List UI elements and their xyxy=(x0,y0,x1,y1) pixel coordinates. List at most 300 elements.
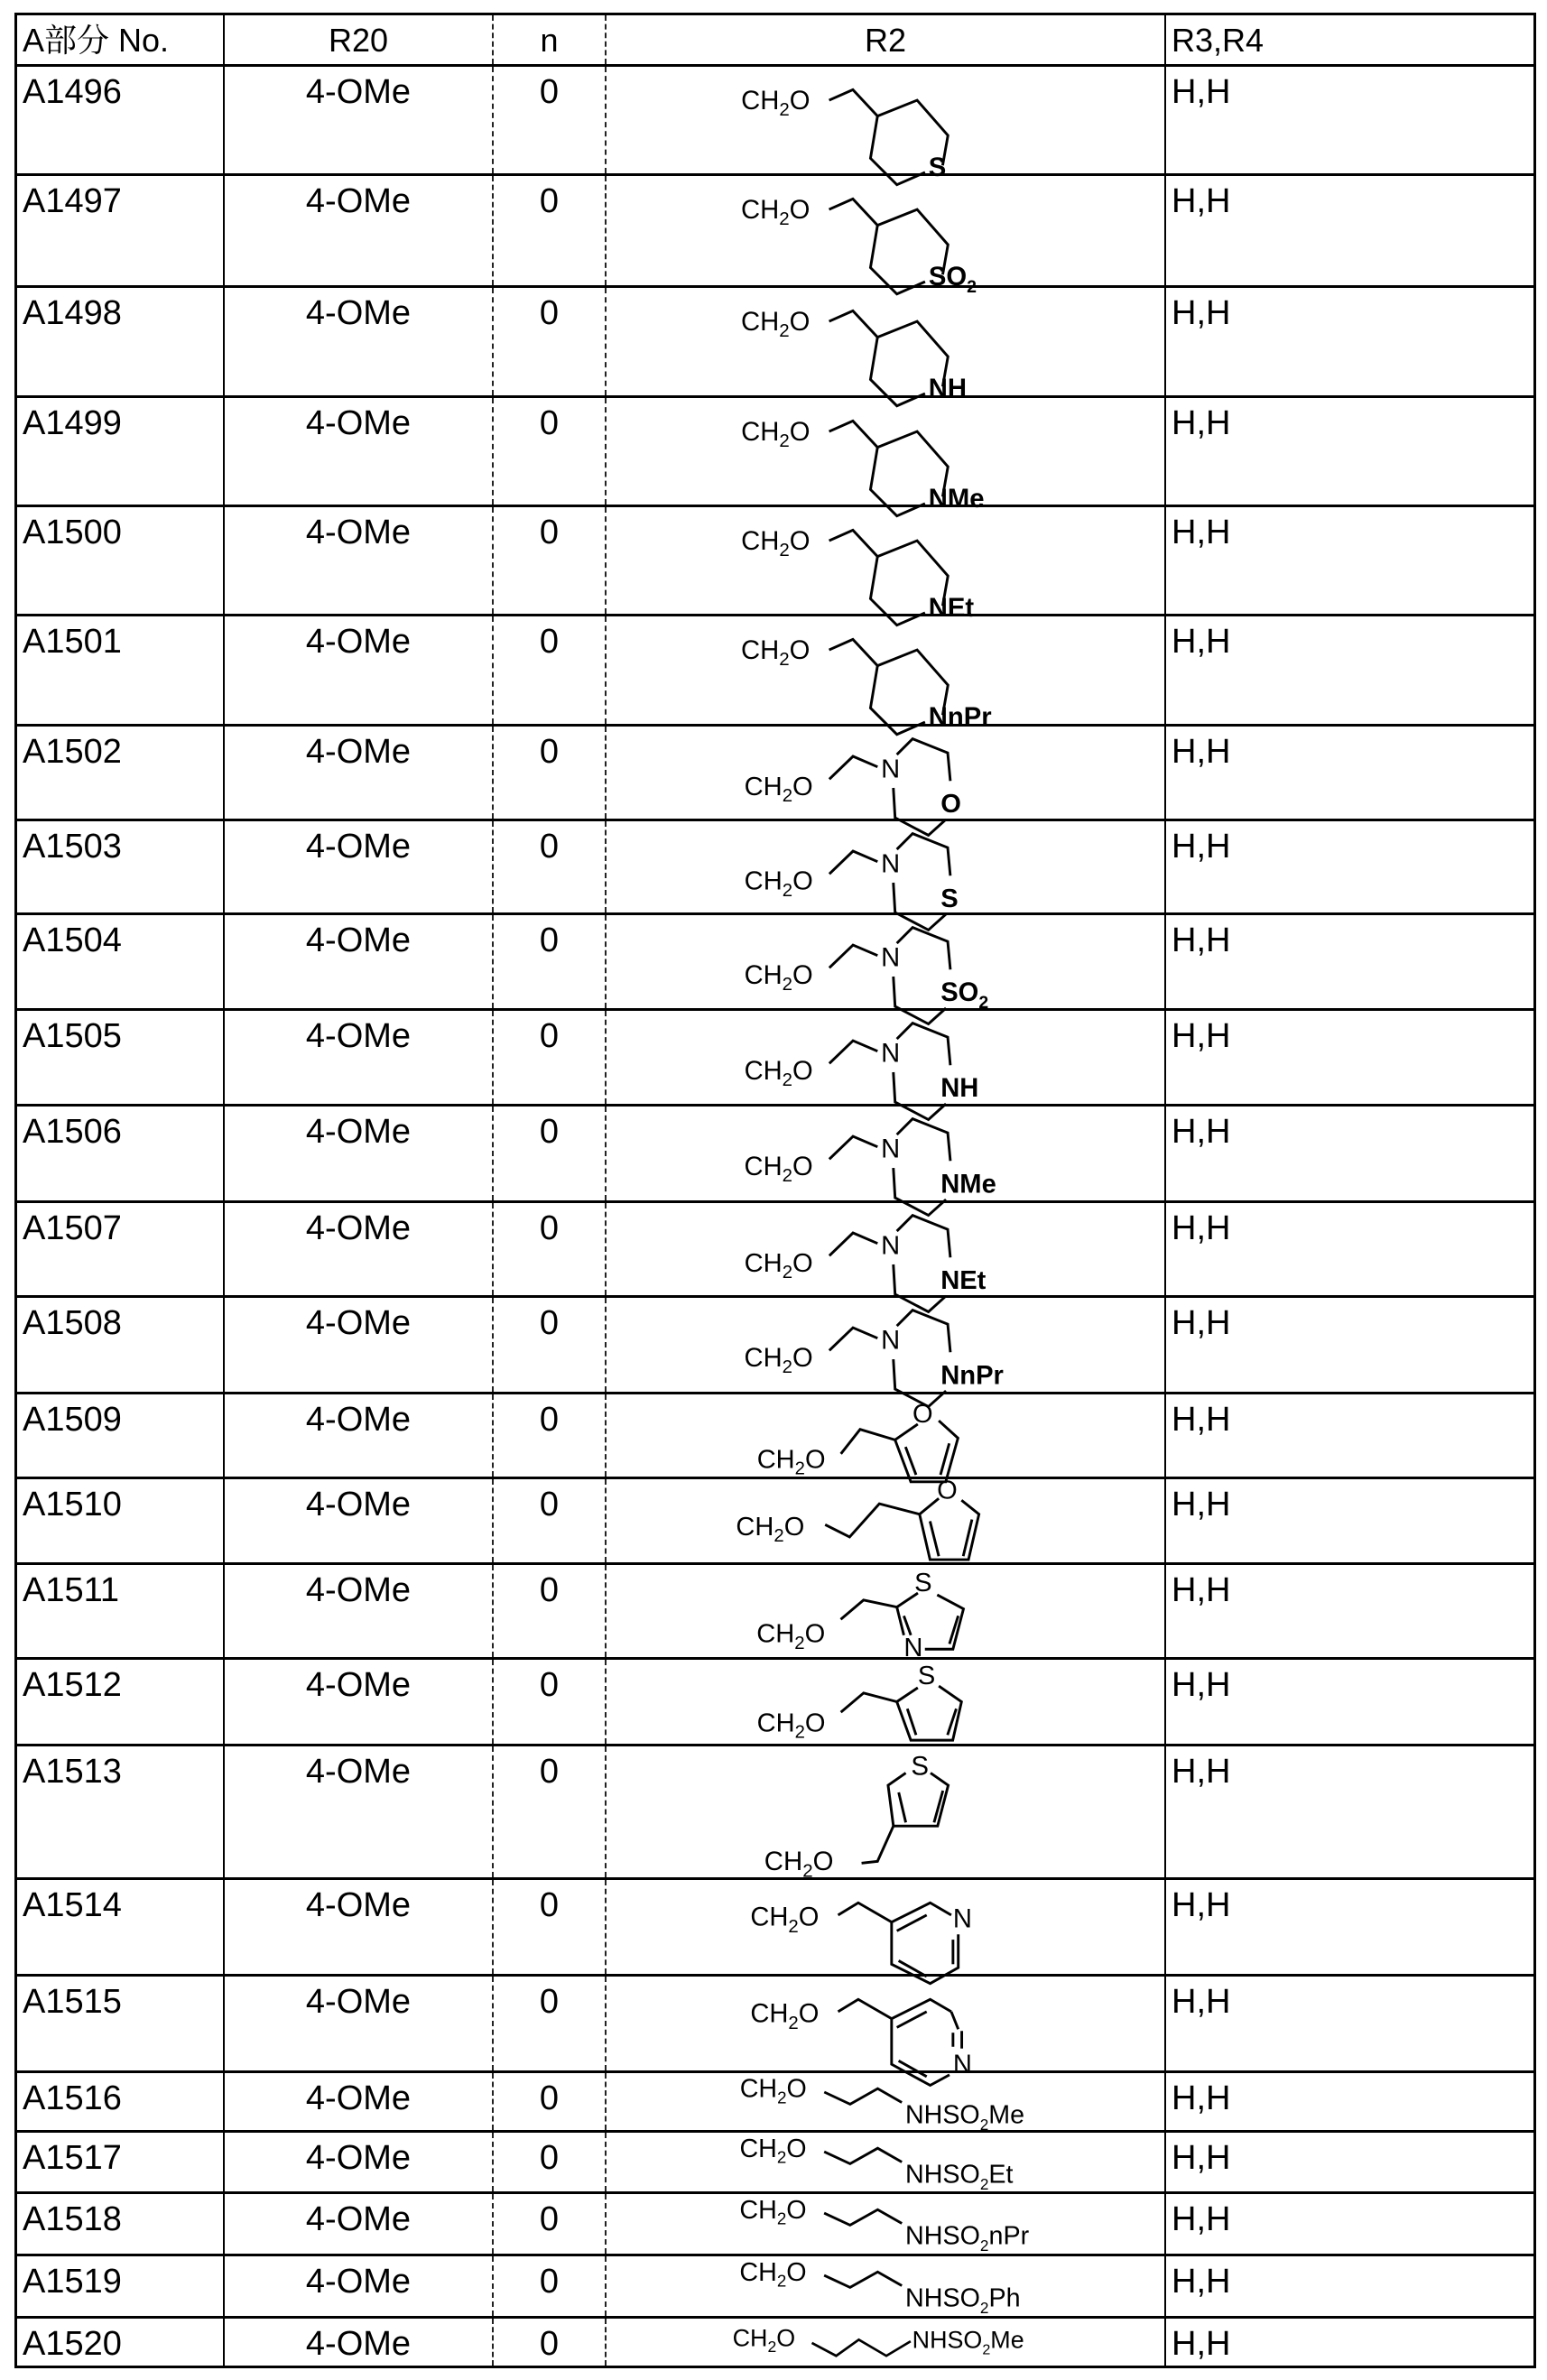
r20-value: 4-OMe xyxy=(305,1304,412,1342)
cell-r2 xyxy=(605,1203,1164,1295)
cell-n xyxy=(492,1565,605,1657)
r20-value: 4-OMe xyxy=(305,2139,412,2177)
table-row xyxy=(14,285,1536,403)
cell-r2 xyxy=(605,507,1164,623)
n-value: 0 xyxy=(539,828,560,866)
compound-number: A1499 xyxy=(23,404,122,442)
cell-no xyxy=(14,727,223,819)
svg-text:NEt: NEt xyxy=(928,593,975,623)
cell-n xyxy=(492,1977,605,2070)
cell-r3r4 xyxy=(1164,915,1536,1008)
n-value: 0 xyxy=(539,2139,560,2177)
cell-r20 xyxy=(223,176,492,285)
cell-no xyxy=(14,398,223,505)
r3r4-value: H,H xyxy=(1172,182,1231,220)
cell-r20 xyxy=(223,1660,492,1744)
cell-r2 xyxy=(605,1107,1164,1200)
compound-number: A1520 xyxy=(23,2325,122,2363)
r20-value: 4-OMe xyxy=(305,1886,412,1924)
compound-number: A1518 xyxy=(23,2200,122,2238)
r20-value: 4-OMe xyxy=(305,182,412,220)
svg-text:CH2O: $CH_2O$ xyxy=(744,866,813,902)
r20-value: 4-OMe xyxy=(305,1209,412,1247)
svg-text:NH: NH xyxy=(940,1074,979,1104)
table-row xyxy=(14,1008,1536,1104)
cell-r2 xyxy=(605,1011,1164,1104)
cell-r3r4 xyxy=(1164,1203,1536,1295)
header-r20-label: R20 xyxy=(328,22,389,59)
cell-no xyxy=(14,1977,223,2070)
svg-text:CH2O: $CH_2O$ xyxy=(739,2134,807,2167)
n-value: 0 xyxy=(539,294,560,332)
r3r4-value: H,H xyxy=(1172,2139,1231,2177)
cell-r3r4 xyxy=(1164,288,1536,395)
cell-r2 xyxy=(605,2194,1164,2254)
r3r4-value: H,H xyxy=(1172,1304,1231,1342)
n-value: 0 xyxy=(539,733,560,771)
cell-r2 xyxy=(605,2133,1164,2194)
r20-value: 4-OMe xyxy=(305,1401,412,1439)
r2-structure-drawing xyxy=(607,2256,1166,2316)
table-row xyxy=(14,1562,1536,1663)
r2-structure-drawing xyxy=(607,1011,1166,1104)
compound-number: A1508 xyxy=(23,1304,122,1342)
r2-structure-drawing xyxy=(607,1977,1166,2079)
cell-r2 xyxy=(605,398,1164,514)
r3r4-value: H,H xyxy=(1172,1017,1231,1055)
r3r4-value: H,H xyxy=(1172,1209,1231,1247)
svg-text:O: O xyxy=(912,1399,933,1429)
header-r20 xyxy=(223,15,492,64)
r2-structure-drawing xyxy=(607,1565,1166,1663)
cell-r20 xyxy=(223,398,492,505)
cell-no xyxy=(14,2319,223,2366)
r20-value: 4-OMe xyxy=(305,2200,412,2238)
cell-r2 xyxy=(605,1298,1164,1392)
cell-no xyxy=(14,1660,223,1744)
table-row xyxy=(14,2070,1536,2134)
header-no xyxy=(14,15,223,64)
svg-text:CH2O: $CH_2O$ xyxy=(741,417,811,452)
r2-structure-drawing xyxy=(607,1880,1166,1974)
cell-r3r4 xyxy=(1164,2194,1536,2254)
table-row xyxy=(14,2130,1536,2194)
r2-structure-drawing xyxy=(607,1746,1166,1882)
table-row xyxy=(14,2316,1536,2368)
compound-number: A1514 xyxy=(23,1886,122,1924)
table-row xyxy=(14,614,1536,732)
n-value: 0 xyxy=(539,1401,560,1439)
compound-number: A1505 xyxy=(23,1017,122,1055)
compound-number: A1510 xyxy=(23,1486,122,1523)
r2-structure-drawing xyxy=(607,1394,1166,1477)
cell-no xyxy=(14,67,223,173)
r2-structure-drawing xyxy=(607,616,1166,732)
cell-n xyxy=(492,1746,605,1877)
cell-r3r4 xyxy=(1164,821,1536,912)
cell-no xyxy=(14,1565,223,1657)
cell-n xyxy=(492,1660,605,1744)
compound-number: A1501 xyxy=(23,623,122,661)
header-n xyxy=(492,15,605,64)
svg-text:SO2: $SO_2$ xyxy=(928,263,977,297)
r2-structure-drawing xyxy=(607,288,1166,403)
cell-r20 xyxy=(223,1203,492,1295)
svg-text:CH2O: $CH_2O$ xyxy=(756,1709,826,1743)
n-value: 0 xyxy=(539,182,560,220)
cell-r20 xyxy=(223,2194,492,2254)
r20-value: 4-OMe xyxy=(305,1753,412,1791)
svg-text:N: N xyxy=(881,1134,901,1164)
r20-value: 4-OMe xyxy=(305,1017,412,1055)
cell-r20 xyxy=(223,507,492,614)
cell-no xyxy=(14,1880,223,1974)
cell-r3r4 xyxy=(1164,1977,1536,2070)
cell-r20 xyxy=(223,2319,492,2366)
svg-text:CH2O: $CH_2O$ xyxy=(739,2074,807,2107)
svg-text:SO2: $SO_2$ xyxy=(940,978,989,1013)
cell-r20 xyxy=(223,2133,492,2191)
n-value: 0 xyxy=(539,1017,560,1055)
header-r2-label: R2 xyxy=(864,22,907,59)
r20-value: 4-OMe xyxy=(305,294,412,332)
cell-n xyxy=(492,2073,605,2130)
svg-text:CH2O: $CH_2O$ xyxy=(741,635,811,671)
cell-r20 xyxy=(223,1977,492,2070)
r20-value: 4-OMe xyxy=(305,2263,412,2301)
cell-r3r4 xyxy=(1164,2256,1536,2316)
cell-r2 xyxy=(605,2073,1164,2134)
cell-no xyxy=(14,616,223,724)
cell-r3r4 xyxy=(1164,1746,1536,1877)
svg-text:NMe: NMe xyxy=(928,484,985,514)
cell-no xyxy=(14,1394,223,1477)
cell-r3r4 xyxy=(1164,1394,1536,1477)
r3r4-value: H,H xyxy=(1172,1666,1231,1704)
cell-r3r4 xyxy=(1164,2319,1536,2366)
cell-no xyxy=(14,1746,223,1877)
compound-number: A1497 xyxy=(23,182,122,220)
compound-number: A1507 xyxy=(23,1209,122,1247)
compound-number: A1498 xyxy=(23,294,122,332)
r2-structure-drawing xyxy=(607,1298,1166,1392)
r20-value: 4-OMe xyxy=(305,623,412,661)
header-n-label: n xyxy=(540,22,559,59)
svg-text:NHSO2nPr: $NHSO_2nPr$ xyxy=(905,2221,1030,2255)
cell-r20 xyxy=(223,727,492,819)
cell-no xyxy=(14,1011,223,1104)
cell-r2 xyxy=(605,727,1164,819)
compound-number: A1516 xyxy=(23,2079,122,2117)
svg-text:CH2O: $CH_2O$ xyxy=(741,307,811,342)
r20-value: 4-OMe xyxy=(305,1666,412,1704)
svg-text:N: N xyxy=(881,849,901,879)
n-value: 0 xyxy=(539,1304,560,1342)
table-row xyxy=(14,724,1536,819)
svg-text:CH2O: $CH_2O$ xyxy=(744,1343,813,1378)
r2-structure-drawing xyxy=(607,1203,1166,1295)
cell-r2 xyxy=(605,1476,1164,1562)
cell-no xyxy=(14,1203,223,1295)
cell-n xyxy=(492,1107,605,1200)
cell-n xyxy=(492,398,605,505)
cell-n xyxy=(492,2194,605,2254)
n-value: 0 xyxy=(539,1113,560,1151)
n-value: 0 xyxy=(539,1571,560,1609)
r3r4-value: H,H xyxy=(1172,1113,1231,1151)
cell-n xyxy=(492,1298,605,1392)
cell-r3r4 xyxy=(1164,67,1536,173)
svg-text:CH2O: $CH_2O$ xyxy=(750,1903,820,1937)
r3r4-value: H,H xyxy=(1172,1983,1231,2021)
n-value: 0 xyxy=(539,514,560,551)
r3r4-value: H,H xyxy=(1172,2325,1231,2363)
r2-structure-drawing xyxy=(607,1476,1166,1562)
cell-r20 xyxy=(223,1746,492,1877)
cell-no xyxy=(14,2073,223,2130)
cell-n xyxy=(492,616,605,724)
cell-no xyxy=(14,176,223,285)
svg-text:CH2O: $CH_2O$ xyxy=(744,1152,813,1187)
cell-n xyxy=(492,1479,605,1562)
r3r4-value: H,H xyxy=(1172,828,1231,866)
table-row xyxy=(14,1200,1536,1295)
r2-structure-drawing xyxy=(607,727,1166,819)
header-r3r4 xyxy=(1164,15,1536,64)
cell-r3r4 xyxy=(1164,1011,1536,1104)
cell-r20 xyxy=(223,2256,492,2316)
cell-r2 xyxy=(605,1977,1164,2079)
cell-r20 xyxy=(223,915,492,1008)
r3r4-value: H,H xyxy=(1172,921,1231,959)
r3r4-value: H,H xyxy=(1172,1401,1231,1439)
r20-value: 4-OMe xyxy=(305,514,412,551)
r3r4-value: H,H xyxy=(1172,2200,1231,2238)
cell-r2 xyxy=(605,1746,1164,1882)
cell-n xyxy=(492,2319,605,2366)
table-header-row xyxy=(14,13,1536,64)
n-value: 0 xyxy=(539,73,560,111)
cell-r3r4 xyxy=(1164,1298,1536,1392)
svg-text:CH2O: $CH_2O$ xyxy=(756,1619,826,1653)
cell-no xyxy=(14,1298,223,1392)
svg-text:CH2O: $CH_2O$ xyxy=(744,960,813,996)
r3r4-value: H,H xyxy=(1172,1753,1231,1791)
compound-number: A1512 xyxy=(23,1666,122,1704)
svg-text:S: S xyxy=(928,153,947,182)
cell-r20 xyxy=(223,1565,492,1657)
svg-text:CH2O: $CH_2O$ xyxy=(750,1999,820,2033)
svg-text:CH2O: $CH_2O$ xyxy=(740,195,811,230)
svg-text:NEt: NEt xyxy=(940,1266,987,1296)
n-value: 0 xyxy=(539,2200,560,2238)
cell-n xyxy=(492,67,605,173)
compound-number: A1502 xyxy=(23,733,122,771)
compound-number: A1496 xyxy=(23,73,122,111)
cell-r3r4 xyxy=(1164,1107,1536,1200)
r20-value: 4-OMe xyxy=(305,921,412,959)
cell-n xyxy=(492,288,605,395)
table-row xyxy=(14,1877,1536,1974)
r2-structure-drawing xyxy=(607,507,1166,623)
cell-r2 xyxy=(605,2319,1164,2366)
r3r4-value: H,H xyxy=(1172,623,1231,661)
cell-r3r4 xyxy=(1164,1660,1536,1744)
r20-value: 4-OMe xyxy=(305,1486,412,1523)
svg-text:S: S xyxy=(914,1569,932,1598)
cell-no xyxy=(14,915,223,1008)
r3r4-value: H,H xyxy=(1172,294,1231,332)
cell-no xyxy=(14,2256,223,2316)
svg-text:NnPr: NnPr xyxy=(928,702,992,732)
cell-r20 xyxy=(223,1298,492,1392)
cell-n xyxy=(492,2256,605,2316)
cell-no xyxy=(14,821,223,912)
cell-r2 xyxy=(605,616,1164,732)
r2-structure-drawing xyxy=(607,176,1166,297)
r2-structure-drawing xyxy=(607,2073,1166,2134)
r2-structure-drawing xyxy=(607,821,1166,912)
svg-text:CH2O: $CH_2O$ xyxy=(741,86,811,121)
svg-text:NMe: NMe xyxy=(940,1170,996,1199)
r3r4-value: H,H xyxy=(1172,1486,1231,1523)
svg-text:N: N xyxy=(881,1039,901,1069)
svg-text:N: N xyxy=(952,2050,972,2079)
cell-r3r4 xyxy=(1164,507,1536,614)
r20-value: 4-OMe xyxy=(305,733,412,771)
svg-text:CH2O: $CH_2O$ xyxy=(739,2257,807,2291)
cell-r2 xyxy=(605,1880,1164,1974)
cell-r3r4 xyxy=(1164,2133,1536,2191)
cell-n xyxy=(492,821,605,912)
r20-value: 4-OMe xyxy=(305,2325,412,2363)
cell-n xyxy=(492,507,605,614)
r2-structure-drawing xyxy=(607,67,1166,182)
table-row xyxy=(14,1657,1536,1744)
n-value: 0 xyxy=(539,2325,560,2363)
cell-r2 xyxy=(605,67,1164,182)
svg-text:NHSO2Et: $NHSO_2Et$ xyxy=(905,2160,1014,2194)
table-row xyxy=(14,173,1536,297)
r20-value: 4-OMe xyxy=(305,1983,412,2021)
cell-r2 xyxy=(605,176,1164,297)
svg-text:N: N xyxy=(881,755,901,784)
svg-text:S: S xyxy=(911,1751,930,1782)
r2-structure-drawing xyxy=(607,1107,1166,1200)
cell-no xyxy=(14,507,223,614)
cell-n xyxy=(492,1394,605,1477)
cell-r20 xyxy=(223,67,492,173)
svg-text:NHSO2Me: $NHSO_2Me$ xyxy=(912,2326,1024,2358)
r2-structure-drawing xyxy=(607,2133,1166,2194)
svg-text:N: N xyxy=(903,1634,923,1663)
svg-text:CH2O: $CH_2O$ xyxy=(741,526,811,561)
table-row xyxy=(14,1477,1536,1562)
table-row xyxy=(14,64,1536,182)
table-row xyxy=(14,1974,1536,2079)
r3r4-value: H,H xyxy=(1172,514,1231,551)
cell-r3r4 xyxy=(1164,176,1536,285)
cell-r2 xyxy=(605,1660,1164,1744)
r20-value: 4-OMe xyxy=(305,828,412,866)
cell-r3r4 xyxy=(1164,398,1536,505)
svg-text:N: N xyxy=(881,1326,901,1356)
cell-n xyxy=(492,727,605,819)
cell-n xyxy=(492,915,605,1008)
cell-r2 xyxy=(605,288,1164,403)
cell-r3r4 xyxy=(1164,1880,1536,1974)
svg-text:N: N xyxy=(952,1904,972,1934)
table-row xyxy=(14,1392,1536,1477)
cell-r3r4 xyxy=(1164,727,1536,819)
r20-value: 4-OMe xyxy=(305,1113,412,1151)
cell-r3r4 xyxy=(1164,2073,1536,2130)
n-value: 0 xyxy=(539,2263,560,2301)
svg-text:NHSO2Ph: $NHSO_2Ph$ xyxy=(905,2283,1021,2318)
table-row xyxy=(14,505,1536,623)
r2-structure-drawing xyxy=(607,398,1166,514)
n-value: 0 xyxy=(539,404,560,442)
cell-no xyxy=(14,2194,223,2254)
cell-r20 xyxy=(223,616,492,724)
svg-text:S: S xyxy=(917,1662,936,1691)
cell-r3r4 xyxy=(1164,616,1536,724)
r2-structure-drawing xyxy=(607,2319,1166,2366)
cell-no xyxy=(14,1107,223,1200)
cell-r20 xyxy=(223,1394,492,1477)
svg-text:CH2O: $CH_2O$ xyxy=(744,1056,813,1091)
cell-no xyxy=(14,288,223,395)
svg-text:NH: NH xyxy=(928,374,968,403)
cell-r20 xyxy=(223,1479,492,1562)
svg-text:O: O xyxy=(937,1476,958,1505)
cell-r2 xyxy=(605,1394,1164,1477)
cell-r20 xyxy=(223,1107,492,1200)
table-row xyxy=(14,1295,1536,1392)
cell-r20 xyxy=(223,821,492,912)
table-row xyxy=(14,395,1536,514)
compound-number: A1515 xyxy=(23,1983,122,2021)
table-row xyxy=(14,1744,1536,1882)
svg-text:O: O xyxy=(940,790,961,820)
n-value: 0 xyxy=(539,1886,560,1924)
cell-r2 xyxy=(605,821,1164,912)
compound-number: A1517 xyxy=(23,2139,122,2177)
r3r4-value: H,H xyxy=(1172,2263,1231,2301)
svg-text:CH2O: $CH_2O$ xyxy=(736,1512,805,1547)
r3r4-value: H,H xyxy=(1172,404,1231,442)
compound-number: A1506 xyxy=(23,1113,122,1151)
svg-text:NHSO2Me: $NHSO_2Me$ xyxy=(905,2100,1025,2134)
r2-structure-drawing xyxy=(607,915,1166,1013)
svg-text:CH2O: $CH_2O$ xyxy=(756,1445,826,1479)
svg-text:N: N xyxy=(881,1231,901,1261)
compound-number: A1504 xyxy=(23,921,122,959)
table-row xyxy=(14,819,1536,912)
n-value: 0 xyxy=(539,1209,560,1247)
r2-structure-drawing xyxy=(607,2194,1166,2254)
n-value: 0 xyxy=(539,1983,560,2021)
cell-r2 xyxy=(605,1565,1164,1663)
r20-value: 4-OMe xyxy=(305,73,412,111)
svg-text:CH2O: $CH_2O$ xyxy=(764,1847,834,1882)
cell-r20 xyxy=(223,288,492,395)
svg-text:CH2O: $CH_2O$ xyxy=(744,772,813,807)
svg-text:N: N xyxy=(881,943,901,973)
cell-r2 xyxy=(605,2256,1164,2316)
r3r4-value: H,H xyxy=(1172,1886,1231,1924)
r20-value: 4-OMe xyxy=(305,1571,412,1609)
